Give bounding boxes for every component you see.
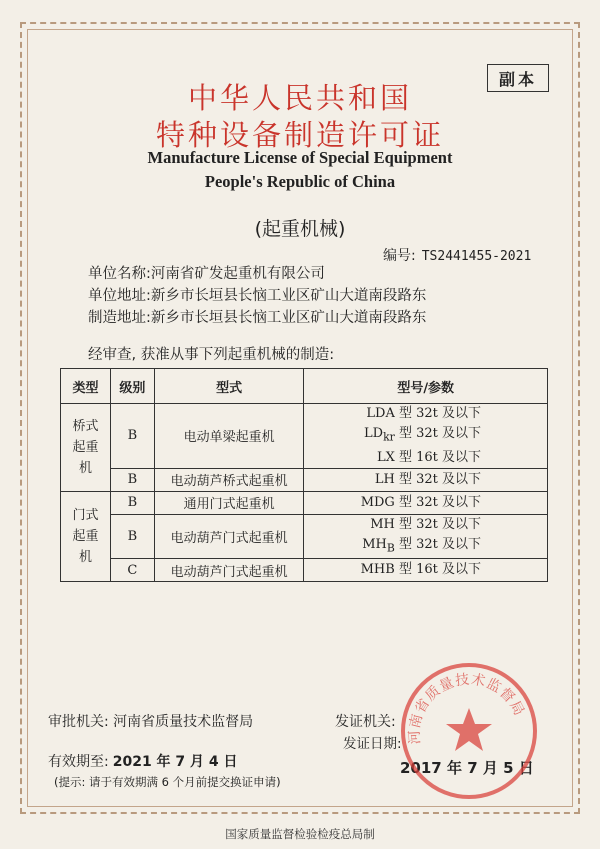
mfg-address-row bbox=[88, 306, 426, 327]
title-en-line2: People's Republic of China bbox=[204, 172, 396, 191]
approval-value: 河南省质量技术监督局 bbox=[113, 714, 254, 730]
cell-level: B bbox=[110, 468, 154, 491]
table-header-row bbox=[61, 369, 548, 404]
cell-model: MH 型 32t 及以下 $MH_B$ 型 32t 及以下 bbox=[304, 514, 548, 559]
star-icon bbox=[446, 708, 492, 751]
approval-label: 审批机关: bbox=[48, 714, 109, 730]
table-body bbox=[61, 404, 548, 582]
table-row bbox=[61, 491, 548, 514]
cell-level: C bbox=[110, 559, 154, 582]
header-level: 级别 bbox=[110, 369, 154, 404]
license-number-label: 编号: bbox=[383, 248, 416, 264]
cell-model: LH 型 32t 及以下 bbox=[304, 468, 548, 491]
unit-name-label: 单位名称: bbox=[88, 266, 151, 282]
cell-model: LDA 型 32t 及以下 $LD_{kr}$ 型 32t 及以下 LX 型 16t 及以下 bbox=[304, 404, 548, 469]
license-number bbox=[383, 245, 531, 265]
table-row bbox=[61, 404, 548, 469]
unit-name-value: 河南省矿发起重机有限公司 bbox=[150, 266, 325, 282]
cell-level: B bbox=[110, 491, 154, 514]
equipment-category: (起重机械) bbox=[254, 218, 346, 240]
cell-form: 通用门式起重机 bbox=[154, 491, 304, 514]
license-scope-table bbox=[60, 368, 548, 582]
cell-form: 电动葫芦门式起重机 bbox=[154, 559, 304, 582]
cell-form: 电动葫芦门式起重机 bbox=[154, 514, 304, 559]
table-row bbox=[61, 559, 548, 582]
issuer-label: 发证机关: bbox=[335, 714, 396, 730]
unit-address-label: 单位地址: bbox=[88, 288, 151, 304]
cell-level: B bbox=[110, 514, 154, 559]
header-type: 类型 bbox=[61, 369, 111, 404]
header-model: 型号/参数 bbox=[304, 369, 548, 404]
header-form: 型式 bbox=[154, 369, 304, 404]
validity-label: 有效期至: bbox=[48, 754, 109, 770]
cell-type: 门式 起重 机 bbox=[61, 491, 111, 582]
approval-intro: 经审查, 获准从事下列起重机械的制造: bbox=[88, 347, 335, 363]
issue-date-label: 发证日期: bbox=[343, 736, 402, 752]
table-row bbox=[61, 468, 548, 491]
cell-type: 桥式 起重 机 bbox=[61, 404, 111, 492]
validity-value: 2021 年 7 月 4 日 bbox=[112, 754, 238, 770]
cell-form: 电动单梁起重机 bbox=[154, 404, 304, 469]
title-en-line1: Manufacture License of Special Equipment bbox=[147, 148, 453, 167]
official-seal bbox=[398, 660, 540, 802]
cell-level: B bbox=[110, 404, 154, 469]
cell-model: MHB 型 16t 及以下 bbox=[304, 559, 548, 582]
validity-row bbox=[48, 751, 238, 771]
license-number-value: TS2441455-2021 bbox=[421, 249, 532, 264]
unit-name-row bbox=[88, 262, 325, 283]
cell-form: 电动葫芦桥式起重机 bbox=[154, 468, 304, 491]
svg-text:河南省质量技术监督局: 河南省质量技术监督局 bbox=[406, 671, 528, 745]
issue-date-value: 2017 年 7 月 5 日 bbox=[400, 759, 534, 777]
cell-model: MDG 型 32t 及以下 bbox=[304, 491, 548, 514]
unit-address-value: 新乡市长垣县长恼工业区矿山大道南段路东 bbox=[150, 288, 427, 304]
approval-authority bbox=[48, 711, 253, 731]
unit-address-row bbox=[88, 284, 426, 305]
footer-issuer: 国家质量监督检验检疫总局制 bbox=[225, 827, 375, 841]
title-cn-line1: 中华人民共和国 bbox=[187, 81, 412, 115]
title-cn-line2: 特种设备制造许可证 bbox=[155, 118, 444, 152]
mfg-address-label: 制造地址: bbox=[88, 310, 151, 326]
renewal-hint: (提示: 请于有效期满 6 个月前提交换证申请) bbox=[54, 775, 281, 789]
mfg-address-value: 新乡市长垣县长恼工业区矿山大道南段路东 bbox=[150, 310, 427, 326]
copy-mark: 副本 bbox=[487, 64, 549, 92]
table-row bbox=[61, 514, 548, 559]
